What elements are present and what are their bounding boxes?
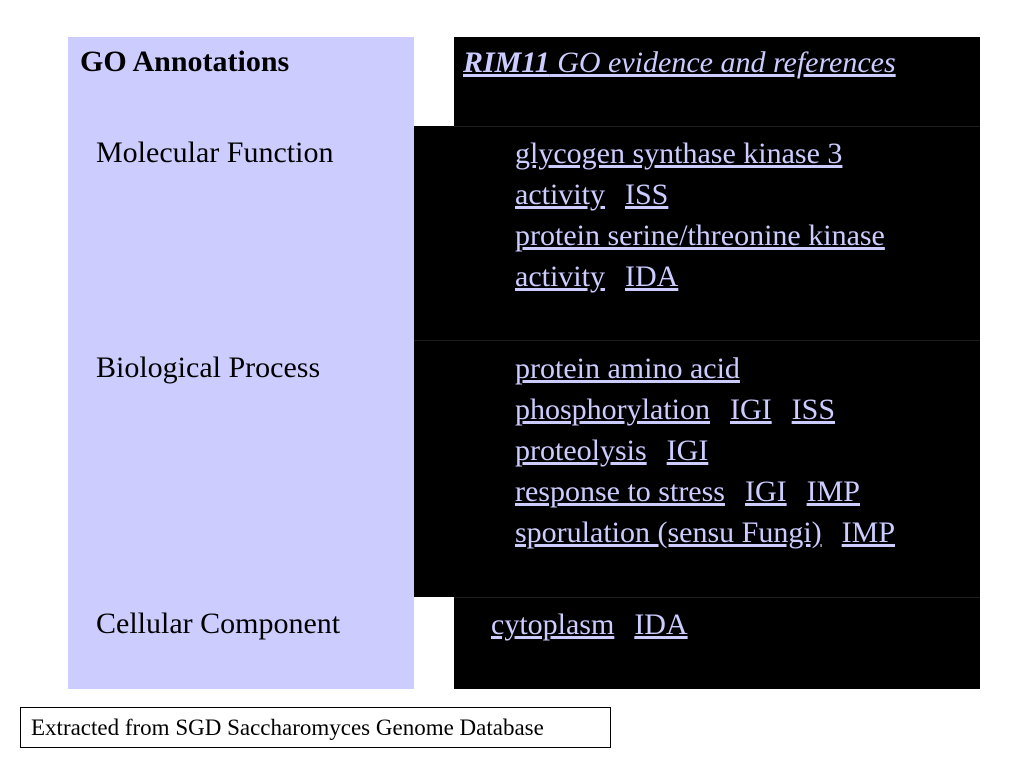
row-divider: [454, 597, 980, 598]
annotation-line: [515, 348, 895, 389]
go-term-link[interactable]: sporulation (sensu Fungi): [515, 516, 822, 549]
annotation-line: [515, 430, 895, 471]
molecular-function-label: Molecular Function: [96, 136, 334, 169]
cellular-component-label: Cellular Component: [96, 607, 341, 640]
evidence-code-link[interactable]: IDA: [634, 608, 688, 641]
evidence-code-link[interactable]: IDA: [624, 260, 679, 293]
title-suffix[interactable]: GO evidence and references: [549, 46, 896, 79]
annotation-line: [515, 389, 895, 430]
annotation-line: [515, 512, 895, 553]
biological-process-label: Biological Process: [96, 351, 321, 384]
biological-process-annotations: [515, 348, 895, 553]
cellular-component-annotations: [491, 604, 688, 645]
evidence-code-link[interactable]: ISS: [624, 178, 669, 211]
annotation-line: [515, 256, 885, 297]
go-term-link[interactable]: protein amino acid: [515, 352, 740, 385]
row-divider: [414, 340, 980, 341]
go-term-link[interactable]: proteolysis: [515, 434, 647, 467]
evidence-code-link[interactable]: IGI: [666, 434, 709, 467]
annotation-line: [515, 133, 885, 174]
evidence-code-link[interactable]: IGI: [744, 475, 787, 508]
go-term-link[interactable]: activity: [515, 260, 605, 293]
go-term-link[interactable]: glycogen synthase kinase 3: [515, 137, 843, 170]
annotation-line: [515, 215, 885, 256]
go-term-link[interactable]: activity: [515, 178, 605, 211]
molecular-function-annotations: [515, 133, 885, 297]
go-term-link[interactable]: protein serine/threonine kinase: [515, 219, 885, 252]
gene-name[interactable]: RIM11: [463, 46, 550, 79]
gene-evidence-title-link[interactable]: [463, 46, 896, 80]
annotation-line: [515, 174, 885, 215]
go-term-link[interactable]: phosphorylation: [515, 393, 710, 426]
go-annotations-heading: GO Annotations: [80, 45, 290, 78]
evidence-code-link[interactable]: IGI: [730, 393, 772, 426]
evidence-code-link[interactable]: ISS: [791, 393, 836, 426]
annotation-line: [515, 471, 895, 512]
evidence-code-link[interactable]: IMP: [806, 475, 860, 508]
annotation-line: [491, 604, 688, 645]
evidence-code-link[interactable]: IMP: [841, 516, 896, 549]
row-divider: [454, 126, 980, 127]
source-caption: Extracted from SGD Saccharomyces Genome Database: [20, 707, 611, 748]
go-term-link[interactable]: response to stress: [515, 475, 725, 508]
go-term-link[interactable]: cytoplasm: [491, 608, 615, 641]
